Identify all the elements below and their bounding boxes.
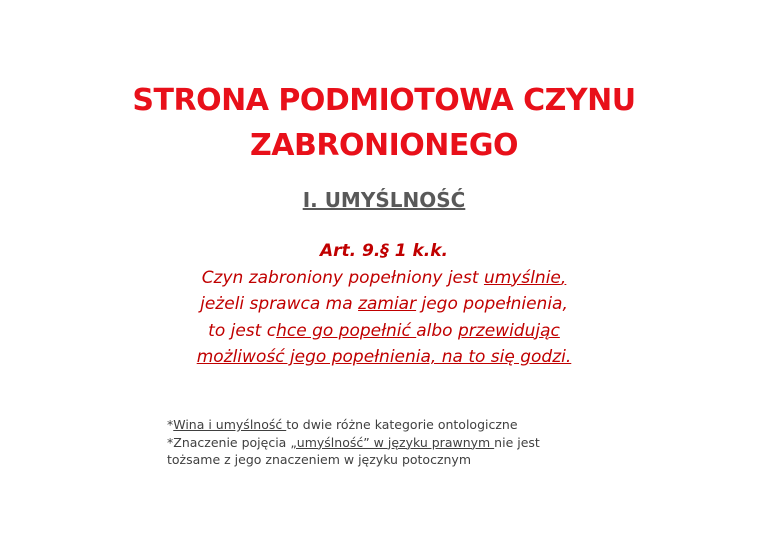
- footnote-2-continued: tożsame z jego znaczeniem w języku potocznym: [167, 452, 472, 467]
- article-text: jeżeli sprawca ma: [200, 294, 359, 314]
- slide-title: [0, 78, 768, 168]
- title-line-1: STRONA PODMIOTOWA CZYNU: [132, 83, 636, 118]
- underlined-term-umyslnie: umyślnie: [483, 267, 561, 288]
- article-text: to jest c: [208, 320, 277, 341]
- footnote-text: nie jest: [494, 434, 540, 450]
- article-line-4: możliwość jego popełnienia, na to się godzi.: [196, 347, 572, 367]
- underlined-term-zamiar: zamiar: [358, 294, 417, 314]
- section-subtitle: I. UMYŚLNOŚĆ: [302, 188, 466, 212]
- footnote-1: [167, 416, 607, 434]
- article-text: Czyn zabroniony popełniony jest: [201, 267, 484, 288]
- article-text: ,: [560, 267, 567, 288]
- footnote-text: to dwie różne kategorie ontologiczne: [286, 417, 518, 432]
- article-quote: [0, 238, 768, 371]
- footnote-underlined: Wina i umyślność: [173, 417, 287, 432]
- article-line-1: [0, 265, 768, 292]
- footnote-text: *: [167, 417, 174, 432]
- footnotes: [167, 416, 607, 469]
- footnote-underlined: „umyślność” w języku prawnym: [290, 434, 495, 450]
- article-heading: Art. 9.§ 1 k.k.: [319, 241, 449, 261]
- title-line-2: ZABRONIONEGO: [250, 128, 518, 163]
- article-line-3: [0, 318, 768, 345]
- article-text: jego popełnienia,: [416, 294, 568, 314]
- article-text: albo: [416, 320, 458, 341]
- article-line-2: [0, 291, 768, 318]
- footnote-text: *Znaczenie pojęcia: [167, 434, 291, 450]
- underlined-term-przewidujac: przewidując: [458, 320, 560, 341]
- underlined-term-chce: hce go popełnić: [276, 320, 417, 341]
- footnote-2: [167, 434, 607, 452]
